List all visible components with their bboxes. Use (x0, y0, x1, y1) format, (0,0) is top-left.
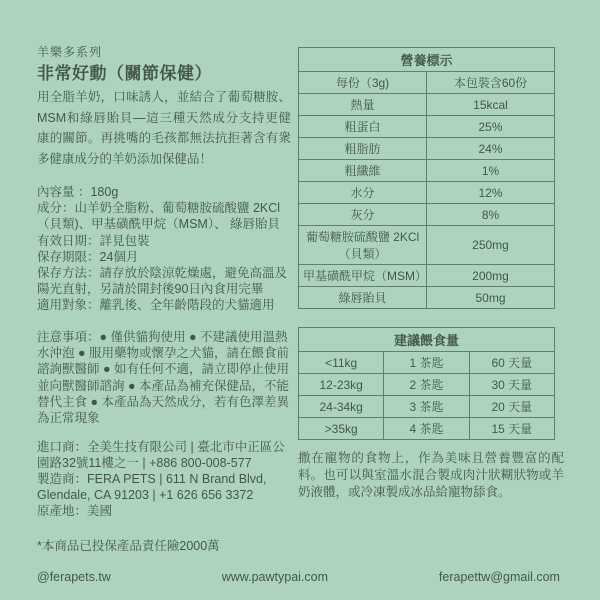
table-row (299, 287, 555, 309)
table-cell: 1 茶匙 (384, 352, 469, 374)
table-cell: 粗纖維 (299, 160, 427, 182)
table-row (299, 396, 555, 418)
table-cell: 25% (427, 116, 555, 138)
table-row (299, 374, 555, 396)
insurance-note: *本商品已投保產品責任險2000萬 (37, 539, 220, 553)
table-cell: 8% (427, 204, 555, 226)
footer (0, 570, 600, 584)
series-name: 羊樂多系列 (37, 45, 103, 59)
table-cell: 250mg (427, 226, 555, 265)
table-row (299, 116, 555, 138)
table-cell: 12-23kg (299, 374, 384, 396)
table-cell: 30 天量 (469, 374, 554, 396)
table-cell: 15kcal (427, 94, 555, 116)
table-cell: 20 天量 (469, 396, 554, 418)
table-row (299, 226, 555, 265)
feeding-guide-table (298, 327, 555, 440)
table-cell: 灰分 (299, 204, 427, 226)
serving-suggestion-text: 撒在寵物的食物上，作為美味且營養豐富的配料。也可以與室溫水混合製成肉汁狀糊狀物或羊奶液體，或冷凍製成冰品給寵物舔食。 (298, 451, 564, 499)
table-cell: 每份（3g) (299, 72, 427, 94)
instagram-handle: @ferapets.tw (37, 570, 111, 584)
table-row (299, 265, 555, 287)
table-header-row (299, 48, 555, 72)
company-info-block (37, 439, 295, 519)
table-cell: 綠唇貽貝 (299, 287, 427, 309)
importer-line: 進口商：全美生技有限公司 | 臺北市中正區公園路32號11樓之一 | +886 800-008-577 (37, 440, 285, 470)
feeding-table-title: 建議餵食量 (299, 328, 555, 352)
table-header-row (299, 328, 555, 352)
table-cell: 水分 (299, 182, 427, 204)
table-cell: 熱量 (299, 94, 427, 116)
nutrition-table-title: 營養標示 (299, 48, 555, 72)
table-row (299, 204, 555, 226)
table-cell: 12% (427, 182, 555, 204)
ingredients-line: 成分：山羊奶全脂粉、葡萄糖胺硫酸鹽 2KCl（貝類)、甲基磺酰甲烷（MSM）、 綠唇貽貝 (37, 201, 281, 232)
table-row (299, 160, 555, 182)
table-cell: 粗蛋白 (299, 116, 427, 138)
table-row (299, 352, 555, 374)
table-cell: 4 茶匙 (384, 418, 469, 440)
shelf-life-line: 保存期限：24個月 (37, 249, 139, 264)
product-title: 非常好動（關節保健） (37, 64, 212, 83)
net-content-line: 內容量 ：180g (37, 185, 119, 199)
table-cell: <11kg (299, 352, 384, 374)
table-row (299, 72, 555, 94)
table-cell: >35kg (299, 418, 384, 440)
table-cell: 1% (427, 160, 555, 182)
storage-line: 保存方法：請存放於陰涼乾燥處，避免高溫及陽光直射，另請於開封後90日內食用完畢 (37, 266, 288, 297)
nutrition-table (298, 47, 555, 309)
table-cell: 2 茶匙 (384, 374, 469, 396)
product-description: 用全脂羊奶，口味誘人，並結合了葡萄糖胺、MSM和綠唇貽貝—這三種天然成分支持更健康的關節。再挑嘴的毛孩都無法抗拒著含有衆多健康成分的羊奶添加保健品！ (37, 90, 291, 166)
table-cell: 24% (427, 138, 555, 160)
precautions-text: 注意事項：● 僅供貓狗使用 ● 不建議使用溫熱水沖泡 ● 服用藥物或懷孕之犬貓，請在餵食前諮詢獸醫師 ● 如有任何不適，請立即停止使用並向獸醫師諮詢 ● 本產品為補充保健品，不能替代主食 ● 本產品為天然成分，若有色澤差異為正常現象 (37, 330, 289, 426)
table-cell: 60 天量 (469, 352, 554, 374)
product-info-block (37, 184, 293, 314)
table-cell: 本包裝含60份 (427, 72, 555, 94)
suitable-for-line: 適用對象：離乳後、全年齡階段的犬貓適用 (37, 298, 275, 313)
table-cell: 200mg (427, 265, 555, 287)
table-row (299, 182, 555, 204)
table-cell: 粗脂肪 (299, 138, 427, 160)
table-row (299, 138, 555, 160)
table-cell: 3 茶匙 (384, 396, 469, 418)
website-url: www.pawtypai.com (221, 570, 329, 584)
origin-line: 原產地：美國 (37, 504, 113, 518)
table-cell: 24-34kg (299, 396, 384, 418)
table-cell: 葡萄糖胺硫酸鹽 2KCl（貝類） (299, 226, 427, 265)
expiry-line: 有效日期：詳見包裝 (37, 233, 150, 248)
email-address: ferapettw@gmail.com (438, 570, 560, 584)
table-cell: 50mg (427, 287, 555, 309)
manufacturer-line: 製造商：FERA PETS | 611 N Brand Blvd, Glendale, CA 91203 | +1 626 656 3372 (37, 472, 267, 502)
table-row (299, 94, 555, 116)
table-row (299, 418, 555, 440)
table-cell: 15 天量 (469, 418, 554, 440)
table-cell: 甲基磺酰甲烷（MSM） (299, 265, 427, 287)
